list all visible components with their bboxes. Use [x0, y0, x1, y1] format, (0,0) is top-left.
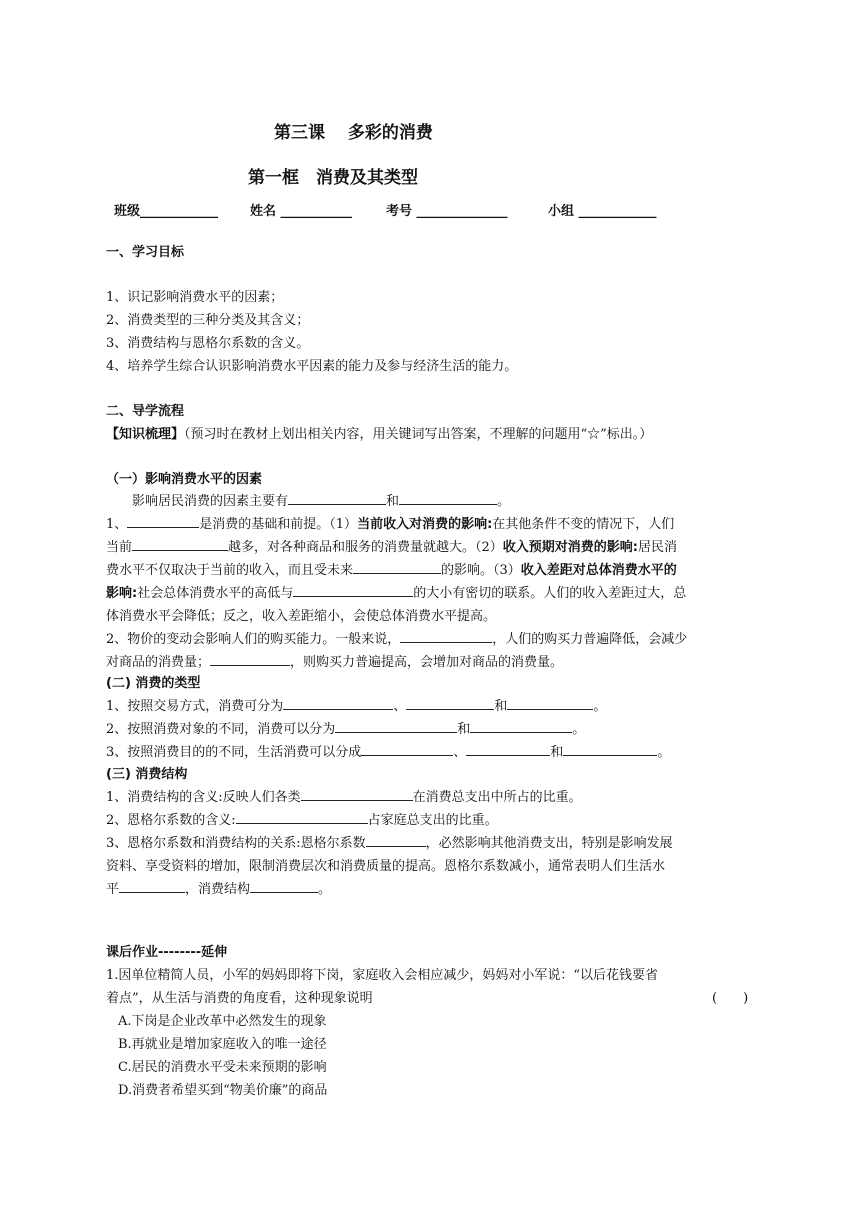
goal-item: 4、培养学生综合认识影响消费水平因素的能力及参与经济生活的能力。 — [106, 359, 518, 374]
text-span: 影响居民消费的因素主要有 — [106, 494, 289, 509]
text-line — [106, 809, 766, 832]
text-span: 的影响。（3） — [441, 563, 521, 578]
fill-blank[interactable] — [132, 536, 228, 551]
option-d: D.消费者希望买到“物美价廉”的商品 — [118, 1083, 328, 1098]
fill-blank[interactable] — [400, 628, 492, 643]
fill-blank[interactable] — [406, 695, 494, 710]
fill-blank[interactable] — [353, 559, 441, 574]
fill-blank[interactable] — [119, 878, 185, 893]
text-span: 、 — [393, 699, 407, 714]
text-span: 对商品的消费量； — [106, 655, 211, 670]
answer-parentheses[interactable]: ( ) — [712, 991, 749, 1006]
text-span: 越多，对各种商品和服务的消费量就越大。（2） — [228, 540, 503, 555]
group-field: 小组 ____________ — [548, 204, 657, 219]
fill-blank[interactable] — [507, 695, 593, 710]
option-c: C.居民的消费水平受未来预期的影响 — [118, 1060, 327, 1075]
name-field: 姓名 ___________ — [250, 204, 353, 219]
text-span: 社会总体消费水平的高低与 — [137, 586, 294, 601]
text-span: ，必然影响其他消费支出，特别是影响发展 — [425, 836, 673, 851]
fill-blank[interactable] — [335, 718, 457, 733]
option-a: A.下岗是企业改革中必然发生的现象 — [118, 1014, 327, 1029]
text-span: 、 — [453, 745, 467, 760]
fill-blank[interactable] — [288, 490, 386, 505]
text-line — [106, 695, 766, 718]
homework-heading: 课后作业--------延伸 — [106, 945, 228, 960]
text-line — [106, 628, 766, 651]
fill-blank[interactable] — [301, 786, 413, 801]
text-line — [106, 490, 766, 513]
knowledge-sort-instruction: （预习时在教材上划出相关内容，用关键词写出答案，不理解的问题用“☆”标出。） — [184, 427, 653, 442]
question-text: 1.因单位精简人员，小军的妈妈即将下岗，家庭收入会相应减少，妈妈对小军说：“以后花钱要省 — [106, 968, 659, 983]
text-span: 费水平不仅取决于当前的收入，而且受未来 — [106, 563, 354, 578]
bold-text: 当前收入对消费的影响: — [357, 517, 493, 532]
fill-blank[interactable] — [210, 651, 290, 666]
fill-blank[interactable] — [466, 741, 550, 756]
text-line — [106, 536, 766, 559]
text-line — [106, 559, 766, 582]
bold-text: 收入预期对消费的影响: — [502, 540, 638, 555]
text-span: ，人们的购买力普遍降低，会减少 — [492, 632, 688, 647]
fill-blank[interactable] — [293, 582, 413, 597]
knowledge-sort-line — [106, 423, 766, 446]
text-span: ，消费结构 — [185, 882, 251, 897]
text-line — [106, 786, 766, 809]
text-line: 资料、享受资料的增加，限制消费层次和消费质量的提高。恩格尔系数减小，通常表明人们生活水 — [106, 859, 666, 874]
text-span: 1、按照交易方式，消费可分为 — [106, 699, 284, 714]
text-span: 1、消费结构的含义:反映人们各类 — [106, 790, 301, 805]
section-title: 第一框 消费及其类型 — [248, 168, 418, 188]
part3-heading: (三) 消费结构 — [106, 767, 188, 782]
fill-blank[interactable] — [236, 809, 368, 824]
text-span: 平 — [106, 882, 120, 897]
goal-item: 2、消费类型的三种分类及其含义； — [106, 313, 310, 328]
text-line — [106, 878, 766, 901]
fill-blank[interactable] — [366, 832, 426, 847]
option-b: B.再就业是增加家庭收入的唯一途径 — [118, 1037, 327, 1052]
text-span: 和 — [386, 494, 400, 509]
text-span: 和 — [494, 699, 508, 714]
knowledge-sort-label: 【知识梳理】 — [106, 427, 185, 442]
class-field: 班级____________ — [114, 204, 219, 219]
text-line — [106, 832, 766, 855]
text-span: 的大小有密切的联系。人们的收入差距过大，总 — [413, 586, 687, 601]
text-span: 。 — [657, 745, 671, 760]
text-line — [106, 582, 766, 605]
text-span: 2、按照消费对象的不同，消费可以分为 — [106, 722, 336, 737]
text-span: 和 — [550, 745, 564, 760]
text-span: 。 — [318, 882, 332, 897]
text-line — [106, 741, 766, 764]
part2-heading: (二) 消费的类型 — [106, 676, 201, 691]
text-line — [106, 513, 766, 536]
fill-blank[interactable] — [470, 718, 572, 733]
goal-item: 1、识记影响消费水平的因素； — [106, 290, 284, 305]
bold-text: 收入差距对总体消费水平的 — [520, 563, 677, 578]
text-span: 。 — [497, 494, 511, 509]
lesson-title: 第三课 多彩的消费 — [274, 123, 433, 143]
text-span: 1、 — [106, 517, 128, 532]
text-span: 。 — [572, 722, 586, 737]
exam-number-field: 考号 ______________ — [386, 204, 508, 219]
text-span: 当前 — [106, 540, 133, 555]
fill-blank[interactable] — [361, 741, 453, 756]
fill-blank[interactable] — [563, 741, 657, 756]
text-line — [106, 651, 766, 674]
bold-text: 影响: — [106, 586, 138, 601]
fill-blank[interactable] — [127, 513, 199, 528]
text-span: 2、物价的变动会影响人们的购买能力。一般来说， — [106, 632, 401, 647]
text-line: 体消费水平会降低；反之，收入差距缩小，会使总体消费水平提高。 — [106, 609, 497, 624]
fill-blank[interactable] — [283, 695, 393, 710]
flow-heading: 二、导学流程 — [106, 404, 185, 419]
text-span: 在其他条件不变的情况下，人们 — [492, 517, 675, 532]
part1-heading: （一）影响消费水平的因素 — [106, 472, 263, 487]
text-span: 3、按照消费目的的不同，生活消费可以分成 — [106, 745, 362, 760]
text-span: 。 — [593, 699, 607, 714]
text-span: ，则购买力普遍提高，会增加对商品的消费量。 — [290, 655, 564, 670]
text-line — [106, 718, 766, 741]
question-text-line — [106, 987, 766, 1010]
question-text: 着点”，从生活与消费的角度看，这种现象说明 — [106, 991, 373, 1006]
fill-blank[interactable] — [250, 878, 318, 893]
text-span: 2、恩格尔系数的含义: — [106, 813, 236, 828]
text-span: 居民消 — [638, 540, 678, 555]
text-span: 3、恩格尔系数和消费结构的关系:恩格尔系数 — [106, 836, 366, 851]
text-span: 和 — [457, 722, 471, 737]
text-span: 在消费总支出中所占的比重。 — [412, 790, 582, 805]
text-span: 是消费的基础和前提。（1） — [199, 517, 358, 532]
text-span: 占家庭总支出的比重。 — [367, 813, 498, 828]
fill-blank[interactable] — [399, 490, 497, 505]
goal-item: 3、消费结构与恩格尔系数的含义。 — [106, 336, 310, 351]
goals-heading: 一、学习目标 — [106, 245, 185, 260]
